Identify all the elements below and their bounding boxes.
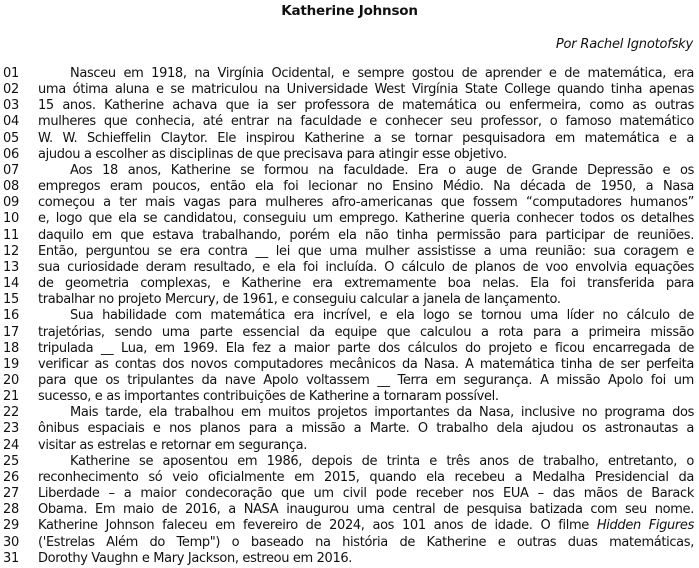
line-text [38, 114, 694, 130]
line-number: 23 [3, 421, 19, 437]
document-title: Katherine Johnson [281, 3, 418, 19]
line-text [38, 211, 694, 227]
line-number: 29 [3, 518, 19, 534]
line-text [70, 405, 694, 421]
line-text [38, 502, 694, 518]
line-text-content: trabalhar no projeto Mercury, de 1961, e conseguiu calcular a janela de lançamento. [38, 292, 561, 308]
line-text [38, 470, 694, 486]
line-number: 22 [3, 405, 19, 421]
line-text [38, 228, 694, 244]
film-title-italic: Hidden Figures [596, 518, 694, 534]
line-text [38, 421, 694, 437]
text-line [0, 518, 699, 534]
text-line [0, 325, 699, 341]
text-line [0, 421, 699, 437]
text-line [0, 373, 699, 389]
line-text-content: Mais tarde, ela trabalhou em muitos projetos importantes da Nasa, inclusive no programa dos [70, 405, 694, 421]
text-line [0, 211, 699, 227]
line-text [38, 260, 694, 276]
line-text-content: para que os tripulantes da nave Apolo voltassem __ Terra em segurança. A missão Apolo foi um [38, 372, 694, 388]
line-text-content: visitar as estrelas e retornar em segurança. [38, 437, 308, 453]
line-text-content: ônibus espaciais e nos planos para a missão a Marte. O trabalho dela ajudou os astronautas a [38, 421, 694, 437]
line-number: 25 [3, 453, 19, 469]
line-number: 10 [3, 211, 19, 227]
text-line [0, 276, 699, 292]
text-line [0, 98, 699, 114]
text-line [0, 147, 699, 163]
line-number: 07 [3, 162, 19, 178]
line-text-content: ('Estrelas Além do Temp") o baseado na história de Katherine e outras duas matemáticas, [38, 534, 694, 550]
line-text-content: Aos 18 anos, Katherine se formou na faculdade. Era o auge de Grande Depressão e os [70, 162, 694, 178]
line-number: 01 [3, 66, 19, 81]
line-text-content: Katherine se aposentou em 1986, depois de trinta e três anos de trabalho, entretanto, o [70, 453, 694, 469]
line-number: 08 [3, 179, 19, 195]
line-number: 19 [3, 356, 19, 372]
line-number: 24 [3, 437, 19, 453]
line-text-content: verificar as contas dos novos computadores mecânicos da Nasa. A matemática tinha de ser perfeita [38, 356, 694, 372]
text-line [0, 260, 699, 276]
line-number: 27 [3, 486, 19, 502]
line-number: 03 [3, 98, 19, 114]
text-line [0, 163, 699, 179]
line-text-content: Katherine Johnson faleceu em fevereiro de 2024, aos 101 anos de idade. O filme [38, 518, 597, 534]
line-text [38, 292, 694, 308]
text-line [0, 438, 699, 454]
line-number: 16 [3, 308, 19, 324]
text-line [0, 454, 699, 470]
line-number: 30 [3, 534, 19, 550]
line-number: 13 [3, 259, 19, 275]
line-text [70, 308, 694, 324]
line-text [38, 195, 694, 211]
text-line [0, 341, 699, 357]
line-number: 26 [3, 469, 19, 485]
line-number: 06 [3, 146, 19, 162]
text-line [0, 486, 699, 502]
line-number: 09 [3, 195, 19, 211]
line-text [38, 131, 694, 147]
line-number: 12 [3, 243, 19, 259]
line-text [38, 276, 694, 292]
text-line [0, 551, 699, 567]
line-text-content: mulheres que conhecia, até entrar na faculdade e conhecer seu professor, o famoso matemático [38, 114, 694, 130]
line-text-content: sua curiosidade deram resultado, e ela foi incluída. O cálculo de planos de voo envolvia equações [38, 259, 694, 275]
line-text [38, 551, 694, 567]
text-line [0, 82, 699, 98]
line-text [38, 518, 694, 534]
text-line [0, 114, 699, 130]
line-text [38, 98, 694, 114]
line-text [38, 82, 694, 98]
line-text-content: Então, perguntou se era contra __ lei que uma mulher assistisse a uma reunião: sua coragem e [38, 243, 694, 259]
line-text-content: daquilo em que estava trabalhando, porém ela não tinha permissão para participar de reuniões. [38, 227, 694, 243]
line-text [38, 486, 694, 502]
line-number: 20 [3, 372, 19, 388]
line-text-content: começou a ter mais vagas para mulheres afro-americanas que fossem “computadores humanos” [38, 195, 694, 211]
line-text [38, 357, 694, 373]
text-line [0, 195, 699, 211]
line-number: 14 [3, 276, 19, 292]
line-number: 21 [3, 389, 19, 405]
line-text [38, 535, 694, 551]
text-line [0, 389, 699, 405]
line-number: 18 [3, 340, 19, 356]
line-text-content: Dorothy Vaughn e Mary Jackson, estreou em 2016. [38, 550, 353, 566]
line-number: 05 [3, 130, 19, 146]
line-text [38, 389, 694, 405]
line-text [38, 244, 694, 260]
line-text-content: e, logo que ela se candidatou, conseguiu um emprego. Katherine queria conhecer todos os detalhes [38, 211, 694, 227]
text-line [0, 308, 699, 324]
line-number: 15 [3, 292, 19, 308]
text-line [0, 470, 699, 486]
line-number: 31 [3, 550, 19, 566]
line-text-content: ajudou a escolher as disciplinas de que precisava para atingir esse objetivo. [38, 146, 507, 162]
line-text-content: trajetórias, sendo uma parte essencial da equipe que calculou a rota para a primeira missão [38, 324, 694, 340]
text-line [0, 66, 699, 82]
text-line [0, 405, 699, 421]
text-line [0, 228, 699, 244]
line-number: 17 [3, 324, 19, 340]
line-text-content: Nasceu em 1918, na Virgínia Ocidental, e sempre gostou de aprender e de matemática, era [70, 66, 694, 81]
text-line [0, 244, 699, 260]
line-text [70, 454, 694, 470]
line-text-content: Liberdade – a maior condecoração que um civil pode receber nos EUA – das mãos de Barack [38, 486, 694, 502]
line-text [38, 373, 694, 389]
document-author: Por Rachel Ignotofsky [555, 37, 693, 52]
line-text [38, 438, 694, 454]
line-text [38, 147, 694, 163]
line-text [70, 163, 694, 179]
line-text-content: empregos eram poucos, então ela foi lecionar no Ensino Médio. Na década de 1950, a Nasa [38, 179, 694, 195]
text-line [0, 131, 699, 147]
line-text-content: W. W. Schieffelin Claytor. Ele inspirou Katherine a se tornar pesquisadora em matemática e a [38, 130, 694, 146]
line-text-content: Obama. Em maio de 2016, a NASA inaugurou uma central de pesquisa batizada com seu nome. [38, 502, 694, 518]
line-text-content: tripulada __ Lua, em 1969. Ela fez a maior parte dos cálculos do projeto e ficou encarregada de [38, 340, 694, 356]
line-text-content: reconhecimento só veio oficialmente em 2015, quando ela recebeu a Medalha Presidencial da [38, 469, 694, 485]
line-text-content: Sua habilidade com matemática era incrível, e ela logo se tornou uma líder no cálculo de [70, 308, 694, 324]
text-line [0, 179, 699, 195]
text-line [0, 535, 699, 551]
line-text [38, 179, 694, 195]
line-number: 11 [3, 227, 19, 243]
text-line [0, 357, 699, 373]
line-text [38, 341, 694, 357]
line-number: 04 [3, 114, 19, 130]
text-line [0, 502, 699, 518]
line-text [70, 66, 694, 82]
line-number: 28 [3, 502, 19, 518]
line-text [38, 325, 694, 341]
numbered-text-body [0, 66, 699, 567]
line-number: 02 [3, 82, 19, 98]
text-line [0, 292, 699, 308]
line-text-content: 15 anos. Katherine achava que ia ser professora de matemática ou enfermeira, como as outras [38, 98, 694, 114]
line-text-content: sucesso, e as importantes contribuições de Katherine a tornaram possível. [38, 389, 499, 405]
line-text-content: uma ótima aluna e se matriculou na Universidade West Virgínia State College quando tinha apenas [38, 82, 694, 98]
line-text-content: de geometria complexas, e Katherine era extremamente boa nelas. Ela foi transferida para [38, 276, 694, 292]
